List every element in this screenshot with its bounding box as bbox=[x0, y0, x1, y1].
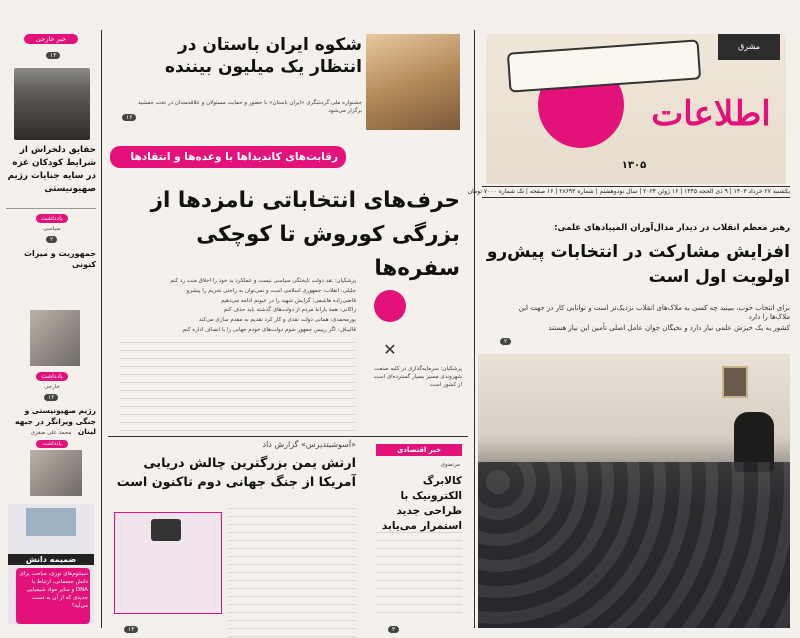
page-number: ۱۳ bbox=[46, 52, 60, 59]
note2-author: محمد علی صفری bbox=[30, 430, 72, 436]
right-column bbox=[467, 28, 794, 628]
page-number: ۱۲ bbox=[44, 394, 58, 401]
page-number: ۲ bbox=[46, 236, 57, 243]
story-bullet: کشور به یک خیزش علمی نیاز دارد و نخبگان جوان عامل اصلی تأمین این نیاز هستند bbox=[548, 324, 790, 332]
supplement-title: ضمیمه دانش bbox=[8, 554, 94, 565]
note-headline: جمهوریت و میراث کنونی bbox=[23, 249, 96, 269]
statement-line: زاکانی: همهٔ یارانهٔ مردم از دولت‌های گذشته باید حذف کنم bbox=[223, 307, 356, 314]
supplement-text: سینتوم‌های نوری، مباحث برای دانش جسمانی، ارتباط با DNA و سایر مواد شیمیایی جدیدی که از آن به دست می‌آید؟ bbox=[16, 568, 90, 624]
statement-line: قاضی‌زاده هاشمی: گرایش شهید را در عیونم ادامه می‌دهیم bbox=[220, 297, 356, 304]
election-banner: رقابت‌های کاندیداها با وعده‌ها و انتقادها bbox=[110, 146, 346, 168]
ancient-iran-headline: شکوه ایران باستان در انتظار یک میلیون بیننده bbox=[165, 35, 362, 77]
page-number: ۱۳ bbox=[124, 626, 138, 633]
section-label-note2: یادداشت bbox=[36, 372, 68, 381]
section-label-note3: یادداشت bbox=[36, 440, 68, 448]
statement-line: جلیلی: انقلاب، جمهوری اسلامی است و نمی‌توان به راحتی تحریم را پیشرو bbox=[186, 287, 356, 294]
note2-headline: رژیم صهیونیستی و جنگی ویرانگر در جبهه لبنان bbox=[15, 406, 96, 436]
note-tag: سیاسی bbox=[43, 226, 61, 232]
story-kicker: رهبر معظم انقلاب در دیدار مدال‌آوران المپیادهای علمی: bbox=[554, 223, 790, 233]
section-label-note: یادداشت bbox=[36, 214, 68, 223]
page-number: ۲ bbox=[500, 338, 511, 345]
econ-label: خبر اقتصادی bbox=[376, 444, 462, 456]
magazine-cover bbox=[26, 508, 76, 536]
scroll-banner bbox=[507, 39, 701, 92]
econ-headline: کالابرگ الکترونیک با طراحی جدید استمرار می‌یابد bbox=[381, 475, 462, 532]
meeting-photo bbox=[478, 354, 790, 628]
yemen-headline: ارتش یمن بزرگترین چالش دریایی آمریکا از جنگ جهانی دوم تاکنون است bbox=[116, 456, 356, 490]
author-photo bbox=[30, 310, 80, 366]
ancient-iran-text: جشنواره ملی گردشگری «ایران باستان» با حضور و حمایت مسئولان و علاقه‌مندان در تخت جمشید برگزار می‌شود bbox=[137, 100, 362, 114]
note2-tag: خارجی bbox=[44, 384, 60, 390]
left-column bbox=[6, 32, 96, 628]
column-rule bbox=[474, 30, 475, 628]
author-photo bbox=[30, 450, 82, 496]
statement-line: قالیباف: اگر رییس جمهور شوم دولت‌های خودم جهانی را با انصاف اداره کنم bbox=[182, 326, 356, 333]
text-column-filler bbox=[228, 508, 356, 638]
text-column-filler bbox=[376, 532, 462, 618]
note-text: پزشکیان: سرمایه‌گذاری در کلیه صنعت شهروندی مسیر بسیار گسترده‌ای است از کشور است bbox=[373, 366, 462, 388]
section-label-foreign: خبر خارجی bbox=[24, 34, 78, 44]
text-column-filler bbox=[120, 342, 356, 434]
newspaper-logo: اطلاعات bbox=[651, 94, 771, 134]
ticker-label: «آسوشیتدپرس» گزارش داد bbox=[262, 440, 356, 449]
candidate-emblem-icon bbox=[374, 290, 406, 322]
persepolis-photo bbox=[366, 34, 460, 130]
source-watermark: مشرق bbox=[718, 34, 780, 60]
middle-column bbox=[108, 32, 468, 633]
masthead bbox=[486, 34, 786, 184]
page-number: ۳ bbox=[388, 626, 399, 633]
yemen-quote-box bbox=[114, 512, 222, 614]
page-number: ۱۶ bbox=[122, 114, 136, 121]
founding-year: ۱۳۰۵ bbox=[621, 160, 647, 171]
econ-tag: مرتضوی bbox=[440, 462, 460, 468]
crossed-arrows-icon: ✕ bbox=[383, 340, 397, 359]
gaza-children-headline: حقایق دلخراش از شرایط کودکان غزه در سایه جنایات رژیم صهیونیستی bbox=[7, 145, 96, 194]
audience bbox=[478, 462, 790, 628]
main-headline: حرف‌های انتخاباتی نامزدها از بزرگی کوروش تا کوچکی سفره‌ها bbox=[150, 188, 460, 281]
statement-line: پزشکیان: نقد دولت ناپختگی سیاسی نیست و عملکرد بد خود را اخلاق منت رد کنم bbox=[170, 278, 356, 284]
date-line: یکشنبه ۲۷ خرداد ۱۴۰۳ | ۹ ذی الحجه ۱۴۴۵ | ۱۶ ژوئن ۲۰۲۴ | سال نودوهشتم | شماره ۲۸۶۹۳ | ۱۶ صفحه | تک شماره ۷۰۰۰ تومان bbox=[482, 186, 790, 198]
story-bullet: برای انتخاب خوب، ببینید چه کسی به ملاک‌های انقلاب نزدیک‌تر است و توانایی کار در جهت این ملاک‌ها را دارد bbox=[518, 304, 790, 321]
column-rule bbox=[101, 30, 102, 628]
wall-portrait bbox=[722, 366, 748, 398]
statement-line: پورمحمدی: همانی دولت نقدی و کار کرد تقدیم به مقدم سازی می‌کند bbox=[198, 317, 356, 324]
supplement-box bbox=[8, 504, 94, 624]
speaker-icon bbox=[151, 519, 181, 541]
gaza-children-photo bbox=[14, 68, 90, 140]
story-headline: افزایش مشارکت در انتخابات پیش‌رو اولویت اول است bbox=[486, 242, 790, 287]
